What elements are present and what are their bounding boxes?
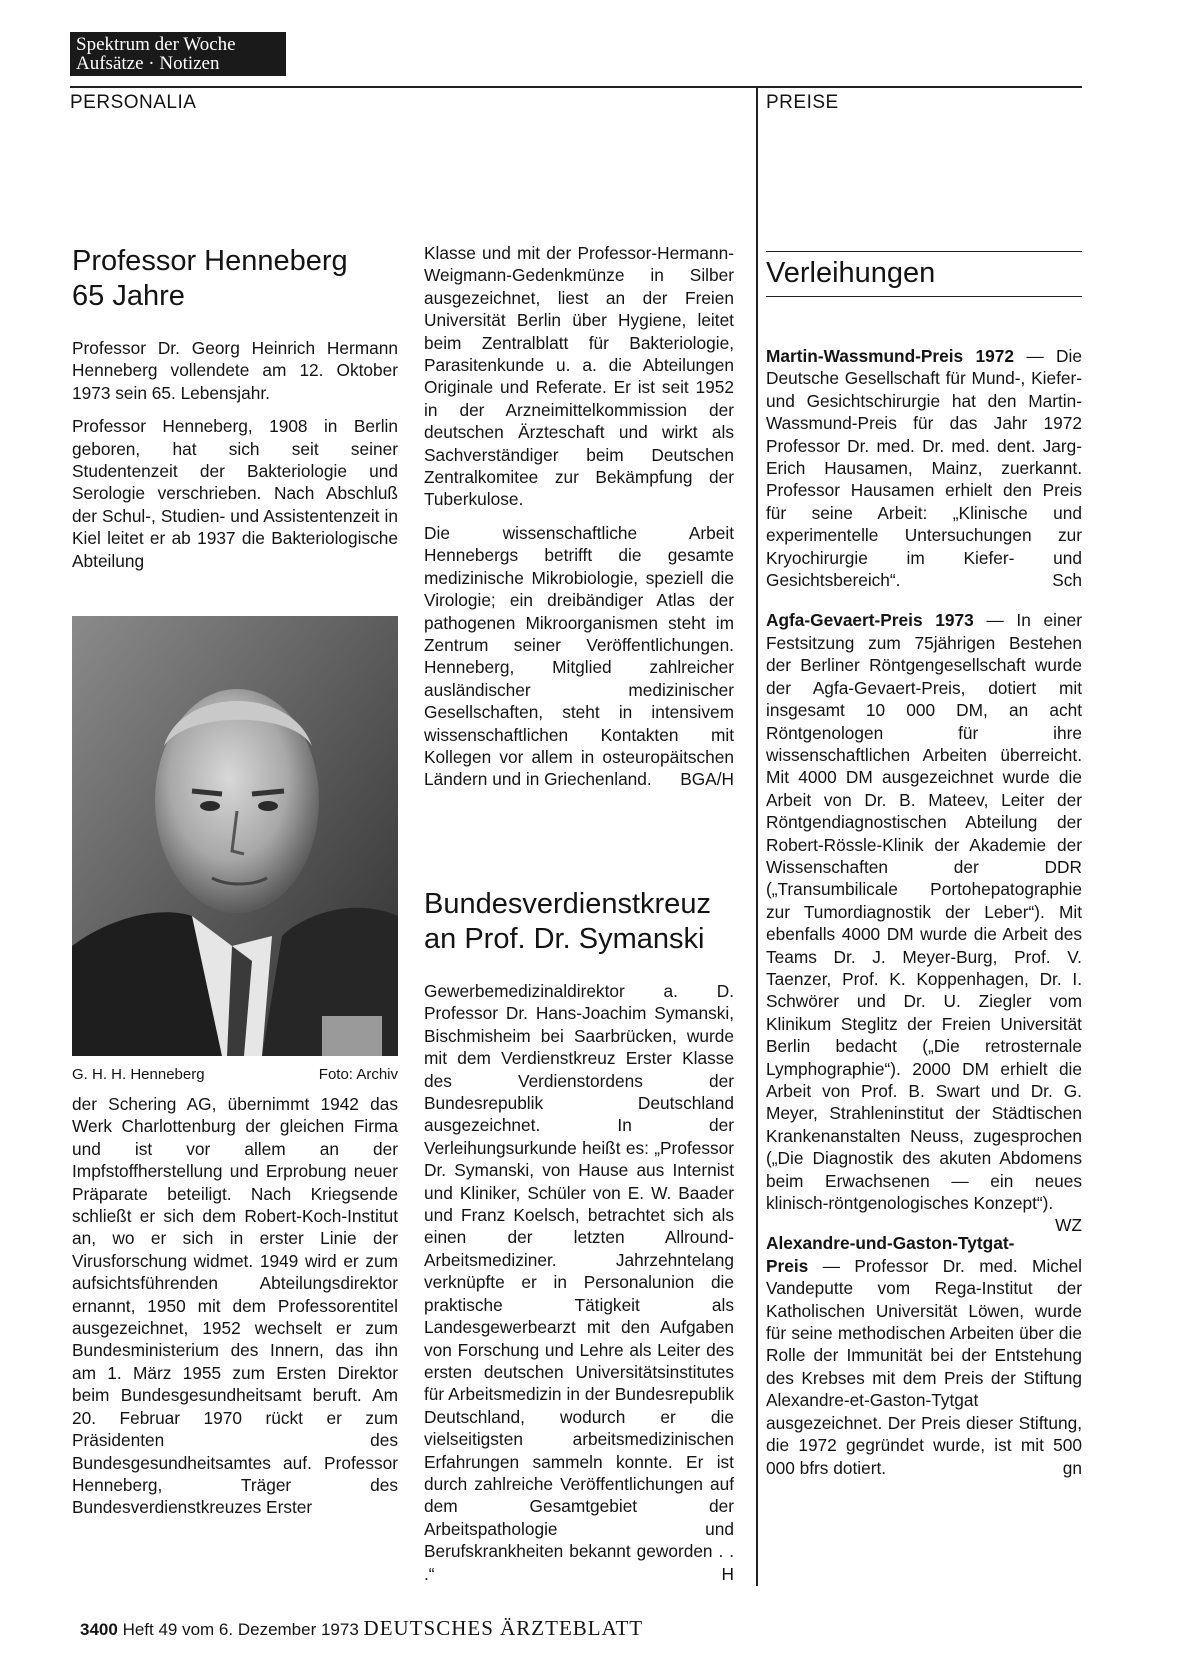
article1-paragraph-1: Professor Dr. Georg Heinrich Hermann Henneberg vollendete am 12. Oktober 1973 sein 65. Lebensjahr.	[72, 338, 398, 403]
article2-body	[424, 980, 734, 1585]
prize-1-name: Martin-Wassmund-Preis 1972	[766, 346, 1014, 366]
article1-title	[72, 244, 402, 314]
article1-paragraph-3: der Schering AG, übernimmt 1942 das Werk Charlottenburg der gleichen Firma und ist vor allem an der Impfstoffherstellung und Erprobung neuer Präparate beteiligt. Nach Kriegsende schließt er sich dem Robert-Koch-Institut an, wo er sich in erster Linie der Virusforschung widmet. 1949 wird er zum aufsichtsführenden Abteilungsdirektor ernannt, 1950 mit dem Professorentitel ausgezeichnet, 1952 wechselt er zum Bundesministerium des Innern, das ihn am 1. März 1955 zum Ersten Direktor beim Bundesgesundheitsamt beruft. Am 20. Februar 1970 rückt er zum Präsidenten des Bundesgesundheitsamtes auf. Professor Henneberg, Träger des Bundesverdienstkreuzes Erster	[72, 1094, 398, 1518]
header-line-1: Spektrum der Woche	[76, 34, 236, 55]
prize-2	[766, 609, 1082, 1236]
section-label-preise: PREISE	[766, 92, 839, 113]
prize-1-text: — Die Deutsche Gesellschaft für Mund-, Kiefer- und Gesichtschirurgie hat den Martin-Wassmund-Preis für das Jahr 1972 Professor Dr. med. Dr. med. dent. Jarg-Erich Hausamen, Mainz, zuerkannt. Professor Hausamen erhielt den Preis für seine Arbeit: „Klinische und experimentelle Untersuchungen zur Kryochirurgie im Kiefer- und Gesichtsbereich“.	[766, 346, 1082, 591]
article2-paragraph-1	[424, 980, 734, 1585]
caption-name: G. H. H. Henneberg	[72, 1066, 205, 1083]
article1-column-2	[424, 242, 734, 791]
article3-bottom-rule	[766, 296, 1082, 297]
prize-3-text: — Professor Dr. med. Michel Vandeputte vom Rega-Institut der Katholischen Universität Löwen, wurde für seine methodischen Arbeiten über die Rolle der Immunität bei der Entstehung des Krebses mit dem Preis der Stiftung Alexandre-et-Gaston-Tytgat ausgezeichnet. Der Preis dieser Stiftung, die 1972 gegründet wurde, ist mit 500 000 bfrs dotiert.	[766, 1255, 1082, 1478]
prize-3-signature: gn	[1062, 1457, 1082, 1478]
article3-body	[766, 345, 1082, 1479]
header-line-2: Aufsätze · Notizen	[76, 53, 220, 74]
section-header-box	[70, 32, 286, 76]
article1-title-line-1: Professor Henneberg	[72, 245, 348, 277]
article2-paragraph-1-text: Gewerbemedizinaldirektor a. D. Professor Dr. Hans-Joachim Symanski, Bischmisheim bei Saarbrücken, wurde mit dem Verdienstkreuz Erster Klasse des Verdienstordens der Bundesrepublik Deutschland ausgezeichnet. In der Verleihungsurkunde heißt es: „Professor Dr. Symanski, von Hause aus Internist und Kliniker, Schüler von E. W. Baader und Franz Koelsch, betrachtet sich als einen der letzten Allround-Arbeitsmediziner. Jahrzehntelang verknüpfte er in Personalunion die praktische Tätigkeit als Landesgewerbearzt mit den Aufgaben von Forschung und Lehre als Leiter des ersten deutschen Universitätsinstitutes für Arbeitsmedizin in der Bundesrepublik Deutschland, wodurch er die vielseitigsten arbeitsmedizinischen Erfahrungen sammeln konnte. Er ist durch zahlreiche Veröffentlichungen auf dem Gesamtgebiet der Arbeitspathologie und Berufskrankheiten bekannt geworden . . .“	[424, 981, 734, 1584]
prize-2-signature: WZ	[1055, 1215, 1082, 1236]
issue-info: Heft 49 vom 6. Dezember 1973	[122, 1620, 359, 1639]
article1-intro	[72, 337, 398, 572]
article1-paragraph-5-text: Die wissenschaftliche Arbeit Hennebergs betrifft die gesamte medizinische Mikrobiologie, speziell die Virologie; ein dreibändiger Atlas der pathogenen Mikroorganismen steht im Zentrum seiner Veröffentlichungen. Henneberg, Mitglied zahlreicher ausländischer medizinischer Gesellschaften, steht in intensivem wissenschaftlichen Kontakten mit Kollegen vor allem in osteuropäitschen Ländern und in Griechenland.	[424, 522, 734, 790]
article1-signature: BGA/H	[680, 769, 734, 790]
article1-paragraph-4: Klasse und mit der Professor-Hermann-Weigmann-Gedenkmünze in Silber ausgezeichnet, liest an der Freien Universität Berlin über Hygiene, leitet beim Zentralblatt für Bakteriologie, Parasitenkunde u. a. die Abteilungen Originale und Referate. Er ist seit 1952 in der Arzneimittelkommission der deutschen Ärzteschaft und wirkt als Sachverständiger beim Deutschen Zentralkomitee zur Bekämpfung der Tuberkulose.	[424, 243, 734, 510]
article2-title-line-1: Bundesverdienstkreuz	[424, 888, 711, 920]
prize-2-name: Agfa-Gevaert-Preis 1973	[766, 610, 974, 631]
section-label-personalia: PERSONALIA	[70, 92, 197, 113]
article1-paragraph-2: Professor Henneberg, 1908 in Berlin geboren, hat sich seit seiner Studentenzeit der Bakteriologie und Serologie verschrieben. Nach Abschluß der Schul-, Studien- und Assistentenzeit in Kiel leitet er ab 1937 die Bakteriologische Abteilung	[72, 416, 398, 571]
article3-title: Verleihungen	[766, 257, 936, 289]
article2-signature: H	[721, 1563, 734, 1584]
journal-name: DEUTSCHES ÄRZTEBLATT	[363, 1616, 644, 1640]
article1-paragraph-5	[424, 522, 734, 791]
article3-top-rule	[766, 251, 1082, 252]
photo-caption	[72, 1066, 398, 1084]
article2-title-line-2: an Prof. Dr. Symanski	[424, 923, 705, 955]
article1-title-line-2: 65 Jahre	[72, 280, 185, 312]
page-number: 3400	[80, 1620, 118, 1639]
prize-3-name: Alexandre-und-Gaston-Tytgat-Preis	[766, 1233, 1015, 1276]
portrait-photo	[72, 616, 398, 1056]
page-footer	[80, 1616, 643, 1641]
article2-title	[424, 887, 744, 957]
prize-1	[766, 345, 1082, 591]
top-rule	[70, 86, 1082, 88]
caption-credit: Foto: Archiv	[318, 1066, 398, 1083]
prize-1-signature: Sch	[1052, 570, 1082, 591]
prize-3	[766, 1232, 1082, 1478]
prize-2-text: — In einer Festsitzung zum 75jährigen Bestehen der Berliner Röntgengesellschaft wurde der Agfa-Gevaert-Preis, dotiert mit insgesamt 10 000 DM, an acht Röntgenologen für ihre wissenschaftlichen Arbeiten überreicht. Mit 4000 DM ausgezeichnet wurde die Arbeit von Dr. B. Mateev, Leiter der Röntgendiagnostischen Abteilung der Robert-Rössle-Klinik der Akademie der Wissenschaften der DDR („Transumbilicale Portohepatographie zur Tumordiagnostik der Leber“). Mit ebenfalls 4000 DM wurde die Arbeit des Teams Dr. J. Meyer-Burg, Prof. V. Taenzer, Prof. K. Koppenhagen, Dr. I. Schwörer und Dr. U. Ziegler vom Klinikum Steglitz der Freien Universität Berlin bedacht („Die retrosternale Lymphographie“). 2000 DM erhielt die Arbeit von Prof. B. Swart und Dr. G. Meyer, Strahleninstitut der Städtischen Krankenanstalten Neuss, zugesprochen („Die Diagnostik des akuten Abdomens beim Erwachsenen — ein neues klinisch-röntgenologisches Konzept“).	[766, 610, 1082, 1214]
article1-continuation	[72, 1093, 398, 1519]
column-divider	[756, 86, 758, 1586]
